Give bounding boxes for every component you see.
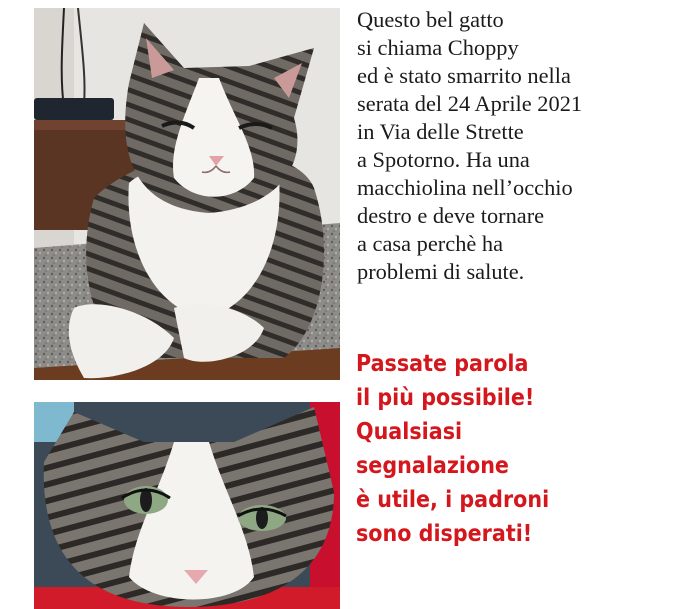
appeal-message <box>356 346 636 550</box>
description-line: serata del 24 Aprile 2021 <box>357 91 583 116</box>
lost-cat-description <box>357 6 672 286</box>
description-line: in Via delle Strette <box>357 119 524 144</box>
description-line: a Spotorno. Ha una <box>357 147 530 172</box>
appeal-line: il più possibile! <box>356 383 535 411</box>
appeal-line: sono disperati! <box>356 519 533 547</box>
appeal-line: Qualsiasi <box>356 417 463 445</box>
description-line: ed è stato smarrito nella <box>357 63 571 88</box>
description-line: macchiolina nell’occhio <box>357 175 573 200</box>
description-line: destro e deve tornare <box>357 203 545 228</box>
description-line: problemi di salute. <box>357 259 525 284</box>
description-line: Questo bel gatto <box>357 7 504 32</box>
description-line: si chiama Choppy <box>357 35 519 60</box>
cat-photo-top <box>34 8 340 380</box>
cat-photo-bottom <box>34 402 340 609</box>
appeal-line: segnalazione <box>356 451 509 479</box>
description-line: a casa perchè ha <box>357 231 504 256</box>
appeal-line: è utile, i padroni <box>356 485 550 513</box>
appeal-line: Passate parola <box>356 349 529 377</box>
